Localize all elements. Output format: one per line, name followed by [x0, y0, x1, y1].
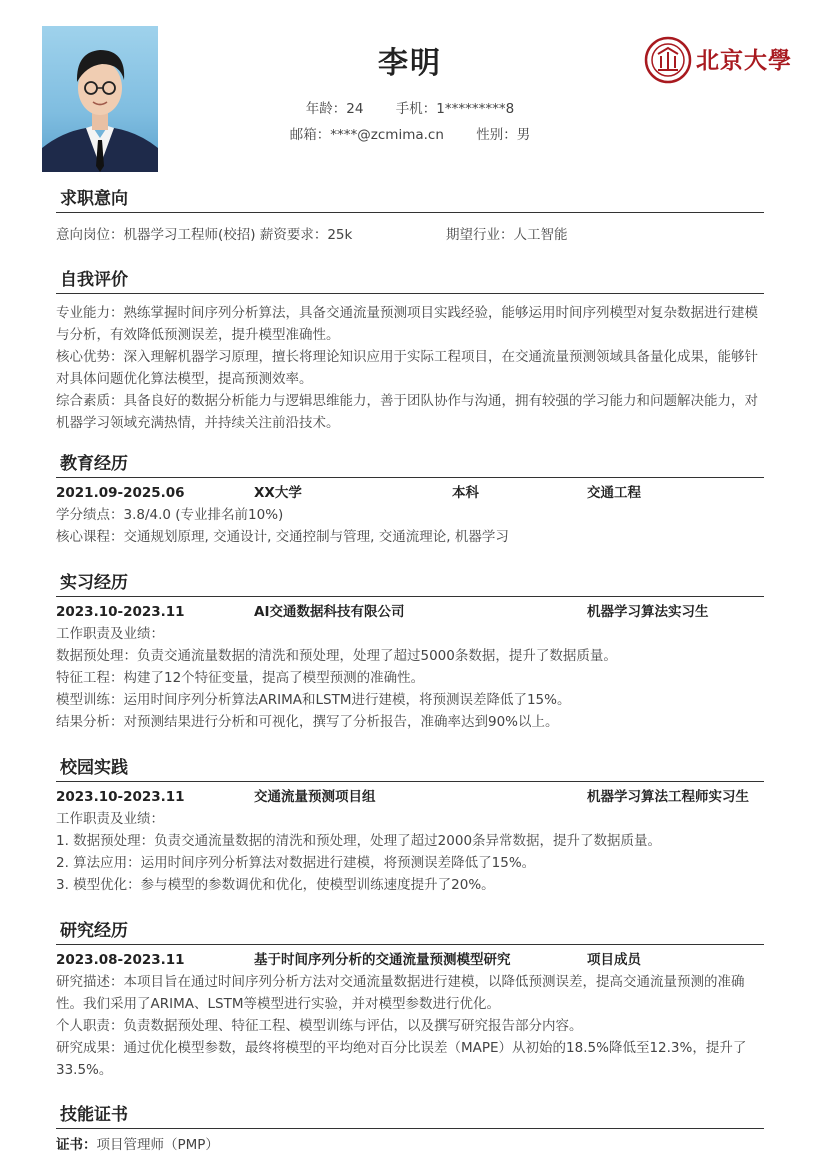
research-row — [56, 949, 764, 971]
campus-row — [56, 786, 764, 808]
campus-line: 2. 算法应用：运用时间序列分析算法对数据进行建模，将预测误差降低了15%。 — [56, 855, 536, 871]
education-line: 学分绩点：3.8/4.0 (专业排名前10%) — [56, 507, 284, 523]
research-role: 项目成员 — [587, 952, 641, 968]
research-line: 研究成果：通过优化模型参数，最终将模型的平均绝对百分比误差（MAPE）从初始的18.5%降低至12.3%，提升了33.5%。 — [56, 1040, 747, 1078]
internship-line: 数据预处理：负责交通流量数据的清洗和预处理，处理了超过5000条数据，提升了数据质量。 — [56, 648, 617, 664]
university-logo-text: 北京大學 — [696, 47, 792, 74]
section-job-intent — [56, 187, 764, 246]
education-period: 2021.09-2025.06 — [56, 485, 185, 501]
research-line: 研究描述：本项目旨在通过时间序列分析方法对交通流量数据进行建模，以降低预测误差，提高交通流量预测的准确性。我们采用了ARIMA、LSTM等模型进行实验，并对模型参数进行优化。 — [56, 974, 745, 1012]
campus-role: 机器学习算法工程师实习生 — [587, 789, 749, 805]
campus-line: 工作职责及业绩： — [56, 811, 164, 827]
section-title: 技能证书 — [56, 1103, 764, 1129]
info-line-1 — [0, 97, 820, 117]
section-title: 求职意向 — [56, 187, 764, 213]
research-line: 个人职责：负责数据预处理、特征工程、模型训练与评估，以及撰写研究报告部分内容。 — [56, 1018, 583, 1034]
age-field: 年龄：24 — [305, 101, 364, 117]
research-period: 2023.08-2023.11 — [56, 952, 185, 968]
gender-field: 性别：男 — [476, 127, 531, 143]
certificate-label: 证书： — [56, 1137, 97, 1153]
campus-org: 交通流量预测项目组 — [254, 789, 376, 805]
section-title: 教育经历 — [56, 452, 764, 478]
internship-line: 结果分析：对预测结果进行分析和可视化，撰写了分析报告，准确率达到90%以上。 — [56, 714, 559, 730]
internship-row — [56, 601, 764, 623]
certificate-line — [56, 1134, 764, 1156]
self-eval-line: 综合素质：具备良好的数据分析能力与逻辑思维能力，善于团队协作与沟通，拥有较强的学习能力和问题解决能力，对机器学习领域充满热情，并持续关注前沿技术。 — [56, 393, 758, 431]
candidate-name: 李明 — [378, 46, 442, 81]
education-line: 核心课程：交通规划原理, 交通设计, 交通控制与管理, 交通流理论, 机器学习 — [56, 529, 509, 545]
email-field: 邮箱：****@zcmima.cn — [289, 127, 444, 143]
section-self-evaluation — [56, 268, 764, 434]
section-education — [56, 452, 764, 548]
internship-line: 工作职责及业绩： — [56, 626, 164, 642]
school-name: XX大学 — [254, 485, 302, 501]
section-skills — [56, 1103, 764, 1156]
section-internship — [56, 571, 764, 733]
section-campus-practice — [56, 756, 764, 896]
intended-position: 意向岗位：机器学习工程师(校招) 薪资要求：25k — [56, 227, 353, 243]
section-title: 校园实践 — [56, 756, 764, 782]
university-seal-icon — [644, 36, 692, 84]
research-project: 基于时间序列分析的交通流量预测模型研究 — [254, 952, 511, 968]
major: 交通工程 — [587, 485, 641, 501]
internship-line: 模型训练：运用时间序列分析算法ARIMA和LSTM进行建模，将预测误差降低了15%。 — [56, 692, 571, 708]
campus-period: 2023.10-2023.11 — [56, 789, 185, 805]
expected-industry: 期望行业：人工智能 — [446, 227, 568, 243]
company-name: AI交通数据科技有限公司 — [254, 604, 405, 620]
phone-field: 手机：1*********8 — [395, 101, 515, 117]
section-title: 自我评价 — [56, 268, 764, 294]
university-logo — [644, 36, 796, 84]
section-title: 研究经历 — [56, 919, 764, 945]
certificate-value: 项目管理师（PMP） — [96, 1137, 219, 1153]
education-row — [56, 482, 764, 504]
self-eval-line: 核心优势：深入理解机器学习原理，擅长将理论知识应用于实际工程项目，在交通流量预测领域具备量化成果，能够针对具体问题优化算法模型，提高预测效率。 — [56, 349, 758, 387]
internship-role: 机器学习算法实习生 — [587, 604, 709, 620]
degree: 本科 — [452, 485, 479, 501]
campus-line: 1. 数据预处理：负责交通流量数据的清洗和预处理，处理了超过2000条异常数据，提升了数据质量。 — [56, 833, 662, 849]
self-eval-line: 专业能力：熟练掌握时间序列分析算法，具备交通流量预测项目实践经验，能够运用时间序列模型对复杂数据进行建模与分析，有效降低预测误差，提升模型准确性。 — [56, 305, 758, 343]
section-title: 实习经历 — [56, 571, 764, 597]
internship-line: 特征工程：构建了12个特征变量，提高了模型预测的准确性。 — [56, 670, 425, 686]
section-research — [56, 919, 764, 1081]
campus-line: 3. 模型优化：参与模型的参数调优和优化，使模型训练速度提升了20%。 — [56, 877, 495, 893]
internship-period: 2023.10-2023.11 — [56, 604, 185, 620]
info-line-2 — [0, 123, 820, 143]
